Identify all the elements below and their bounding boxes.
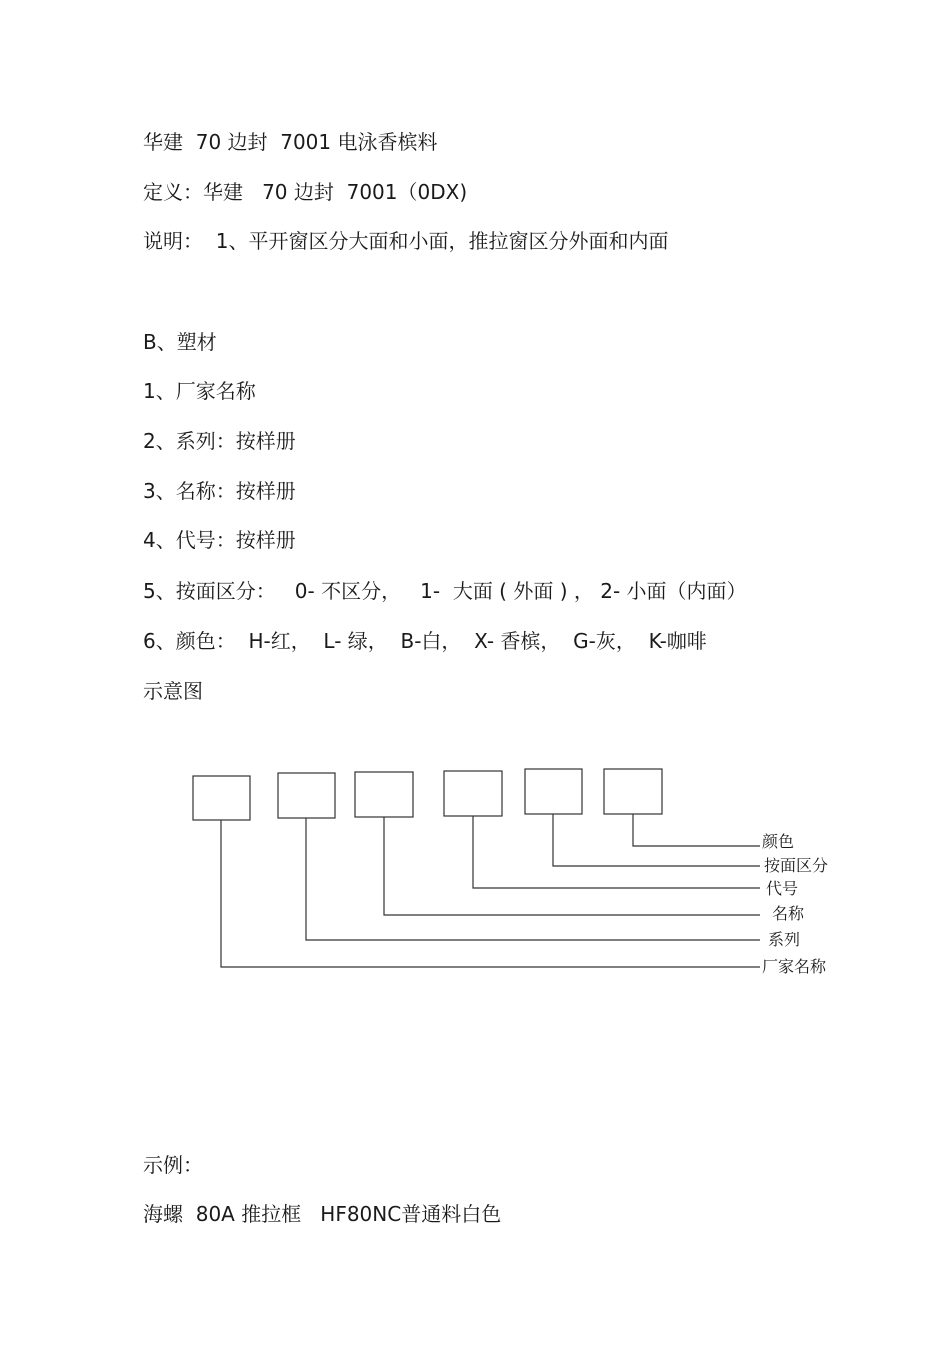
connector-code — [473, 816, 760, 888]
diagram-box-5 — [525, 769, 582, 814]
label-face: 按面区分 — [764, 856, 829, 875]
diagram-box-1 — [193, 776, 250, 820]
connector-color — [633, 814, 760, 846]
section-item-5: 5、按面区分： 0- 不区分， 1- 大面 ( 外面 ) ， 2- 小面（内面） — [143, 579, 747, 603]
label-color: 颜色 — [762, 832, 795, 851]
section-title: B、塑材 — [143, 330, 217, 354]
label-code: 代号 — [766, 879, 799, 898]
connector-series — [306, 818, 760, 940]
diagram-box-6 — [604, 769, 662, 814]
label-name: 名称 — [772, 904, 805, 923]
example-heading: 示例： — [143, 1153, 203, 1177]
section-item-6: 6、颜色： H-红， L- 绿， B-白， X- 香槟， G-灰， K-咖啡 — [143, 629, 707, 653]
header-line-1: 华建 70 边封 7001 电泳香槟料 — [143, 130, 438, 154]
diagram-box-4 — [444, 771, 502, 816]
diagram-caption: 示意图 — [143, 679, 203, 703]
section-item-4: 4、代号：按样册 — [143, 528, 296, 552]
label-manufacturer: 厂家名称 — [762, 957, 827, 976]
example-text: 海螺 80A 推拉框 HF80NC普通料白色 — [143, 1202, 502, 1226]
header-line-2: 定义：华建 70 边封 7001（0DX) — [143, 180, 468, 204]
section-item-1: 1、厂家名称 — [143, 379, 256, 403]
header-line-3: 说明： 1、平开窗区分大面和小面，推拉窗区分外面和内面 — [143, 229, 669, 253]
section-item-3: 3、名称：按样册 — [143, 479, 296, 503]
connector-manufacturer — [221, 820, 760, 967]
section-item-2: 2、系列：按样册 — [143, 429, 296, 453]
connector-face — [553, 814, 760, 866]
diagram-box-2 — [278, 773, 335, 818]
diagram-box-3 — [355, 772, 413, 817]
label-series: 系列 — [768, 930, 801, 949]
